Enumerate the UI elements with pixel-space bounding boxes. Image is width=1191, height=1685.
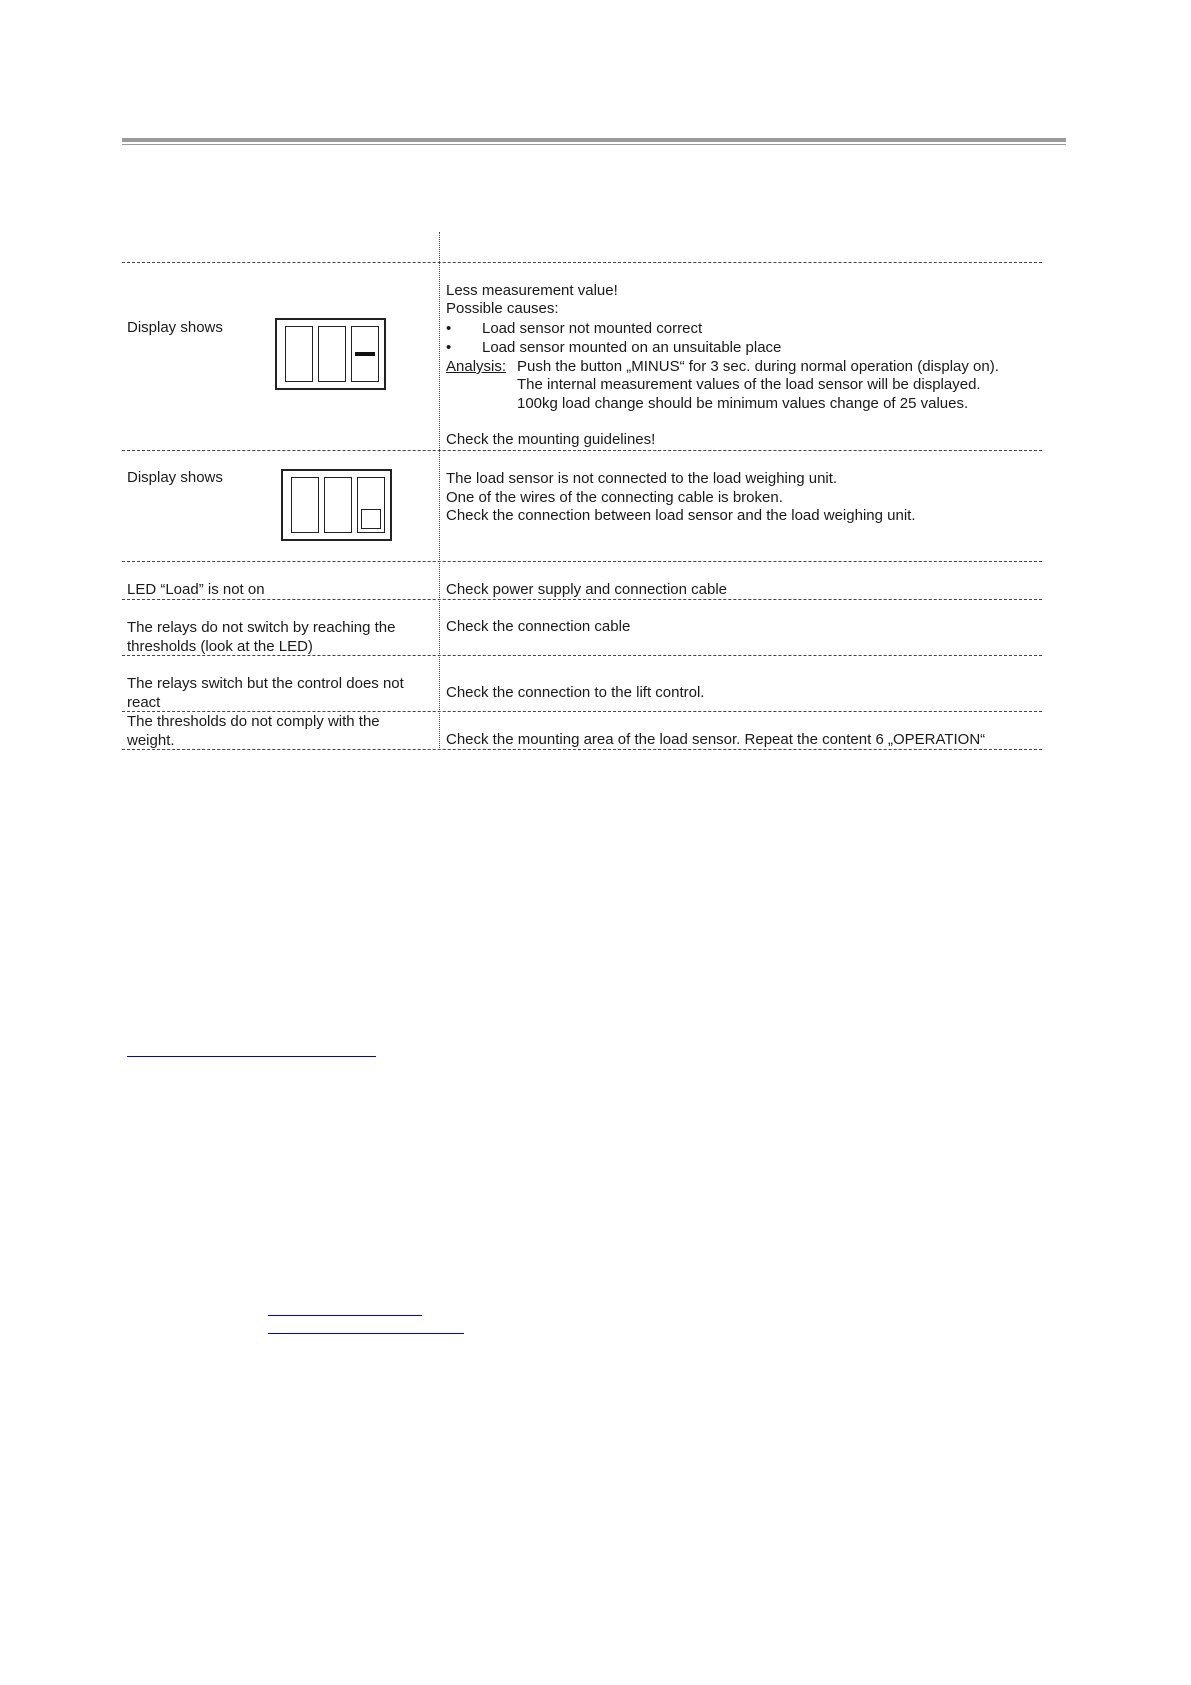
link-underline[interactable] [127, 1056, 376, 1057]
row1-line1: Less measurement value! [446, 282, 618, 299]
row4-left-text: The relays do not switch by reaching the thresholds (look at the LED) [127, 619, 396, 655]
row3-right-text: Check power supply and connection cable [446, 581, 728, 598]
row1-analysis3: 100kg load change should be minimum values change of 25 values. [517, 395, 969, 412]
row4-right-text: Check the connection cable [446, 618, 631, 635]
row1-analysis-label: Analysis: [446, 358, 507, 375]
row6-right-text: Check the mounting area of the load sensor. Repeat the content 6 „OPERATION“ [446, 731, 986, 748]
row2-line1: The load sensor is not connected to the load weighing unit. [446, 470, 838, 487]
row5-right-text: Check the connection to the lift control. [446, 684, 705, 701]
link-underline[interactable] [268, 1333, 464, 1334]
header-rule [122, 138, 1066, 142]
column-divider [439, 232, 440, 750]
row5-left-text: The relays switch but the control does not react [127, 675, 404, 711]
row2-left-text: Display shows [127, 469, 223, 486]
link-underline[interactable] [268, 1315, 422, 1316]
row1-analysis2: The internal measurement values of the load sensor will be displayed. [517, 376, 981, 393]
row-separator [122, 450, 1042, 451]
display-minus-icon [275, 318, 386, 390]
row-separator [122, 561, 1042, 562]
row2-line3: Check the connection between load sensor and the load weighing unit. [446, 507, 916, 524]
row1-bullet1: • Load sensor not mounted correct [446, 320, 703, 337]
header-rule-thin [122, 144, 1066, 145]
row1-closing: Check the mounting guidelines! [446, 431, 656, 448]
row3-left-text: LED “Load” is not on [127, 581, 265, 598]
row6-left-text: The thresholds do not comply with the weight. [127, 713, 380, 749]
row1-line2: Possible causes: [446, 300, 559, 317]
row2-line2: One of the wires of the connecting cable is broken. [446, 489, 783, 506]
row1-bullet2: • Load sensor mounted on an unsuitable place [446, 339, 782, 356]
row1-analysis1: Push the button „MINUS“ for 3 sec. during normal operation (display on). [517, 358, 999, 375]
display-low-segment-icon [281, 469, 392, 541]
table-header-separator [122, 262, 1042, 263]
row1-left-text: Display shows [127, 319, 223, 336]
